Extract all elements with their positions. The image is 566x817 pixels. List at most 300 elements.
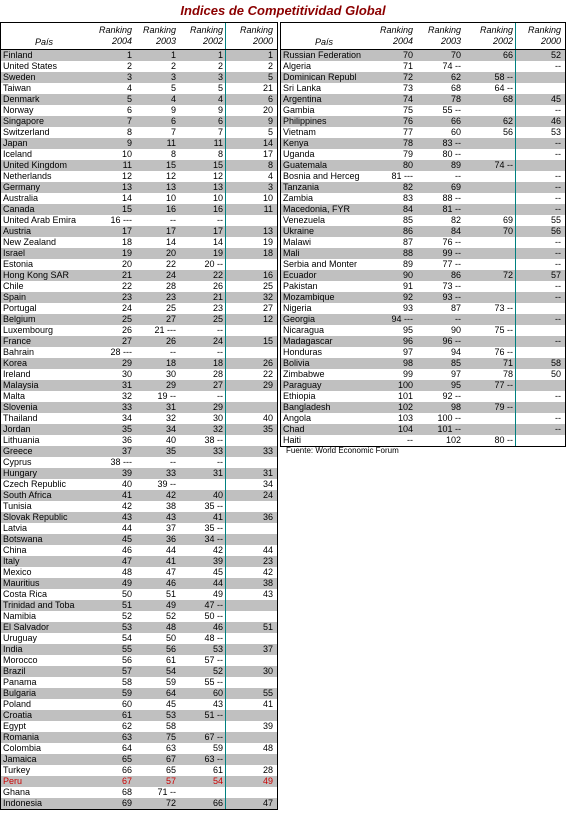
country-cell: Australia xyxy=(3,193,39,203)
country-cell: Tanzania xyxy=(283,182,320,192)
ranking-cell: 92 -- xyxy=(442,391,461,401)
ranking-cell: 41 xyxy=(212,512,223,522)
ranking-cell: 55 xyxy=(515,215,563,226)
ranking-cell: 1 xyxy=(170,50,176,60)
ranking-cell: 95 xyxy=(402,325,413,335)
ranking-cell: -- xyxy=(515,424,563,435)
ranking-cell: 87 xyxy=(402,237,413,247)
table-row xyxy=(1,798,277,809)
ranking-cell: -- xyxy=(515,149,563,160)
ranking-cell: 11 xyxy=(122,160,132,170)
ranking-cell: 58 xyxy=(121,677,132,687)
ranking-cell: 24 xyxy=(121,303,132,313)
table-row xyxy=(1,347,277,358)
table-row xyxy=(1,413,277,424)
table-row xyxy=(1,105,277,116)
ranking-cell: 91 xyxy=(402,281,413,291)
table-row xyxy=(1,72,277,83)
ranking-cell: 44 xyxy=(165,545,176,555)
ranking-cell: 34 xyxy=(225,479,275,490)
ranking-cell: 58 xyxy=(165,721,176,731)
ranking-cell xyxy=(225,457,275,468)
ranking-cell xyxy=(178,479,225,490)
source-note: Fuente: World Economic Forum xyxy=(286,446,399,455)
ranking-cell: 3 xyxy=(126,72,132,82)
table-row xyxy=(1,358,277,369)
table-row xyxy=(281,281,565,292)
ranking-cell: 53 xyxy=(121,622,132,632)
country-cell: Sri Lanka xyxy=(283,83,322,93)
ranking-cell: 12 xyxy=(121,171,132,181)
country-cell: Jordan xyxy=(3,424,31,434)
table-row xyxy=(1,490,277,501)
table-row xyxy=(281,61,565,72)
ranking-cell: 51 xyxy=(165,589,176,599)
ranking-cell xyxy=(225,732,275,743)
ranking-cell: 34 xyxy=(165,424,176,434)
ranking-cell: 26 xyxy=(165,336,176,346)
ranking-cell: 67 xyxy=(165,754,176,764)
ranking-cell: 67 -- xyxy=(204,732,223,742)
country-cell: Guatemala xyxy=(283,160,328,170)
ranking-cell: 13 xyxy=(225,226,275,237)
table-row xyxy=(281,204,565,215)
ranking-cell: -- xyxy=(515,204,563,215)
ranking-cell: 83 -- xyxy=(442,138,461,148)
table-row xyxy=(1,600,277,611)
ranking-cell: 29 xyxy=(212,402,223,412)
ranking-cell: 48 xyxy=(121,567,132,577)
ranking-cell: 81 --- xyxy=(391,171,413,181)
ranking-cell: 50 xyxy=(121,589,132,599)
ranking-cell xyxy=(225,325,275,336)
ranking-cell: 63 xyxy=(165,743,176,753)
ranking-cell: 40 xyxy=(225,413,275,424)
ranking-cell: 18 xyxy=(212,358,223,368)
ranking-cell: 56 xyxy=(515,226,563,237)
country-cell: India xyxy=(3,644,23,654)
ranking-cell: 49 xyxy=(212,589,223,599)
ranking-cell: 36 xyxy=(225,512,275,523)
ranking-cell: 12 xyxy=(212,171,223,181)
ranking-cell: 32 xyxy=(121,391,132,401)
table-row xyxy=(1,369,277,380)
ranking-cell: 102 xyxy=(445,435,461,445)
ranking-cell: 5 xyxy=(225,72,275,83)
ranking-cell: 45 xyxy=(121,534,132,544)
ranking-cell: 48 -- xyxy=(204,633,223,643)
country-cell: Uganda xyxy=(283,149,315,159)
ranking-cell: -- xyxy=(217,215,223,225)
table-row xyxy=(1,127,277,138)
table-row xyxy=(281,50,565,61)
ranking-cell: 6 xyxy=(225,94,275,105)
country-cell: Indonesia xyxy=(3,798,43,808)
ranking-cell: 47 xyxy=(225,798,275,809)
ranking-cell: 51 xyxy=(121,600,132,610)
ranking-cell xyxy=(463,424,515,435)
country-cell: Chile xyxy=(3,281,24,291)
country-cell: Taiwan xyxy=(3,83,32,93)
ranking-cell: 29 xyxy=(165,380,176,390)
ranking-cell xyxy=(225,435,275,446)
ranking-cell: 33 xyxy=(225,446,275,457)
ranking-cell: 16 xyxy=(165,204,176,214)
ranking-cell xyxy=(463,61,515,72)
country-cell: Israel xyxy=(3,248,26,258)
ranking-cell: 11 xyxy=(166,138,176,148)
country-cell: Bosnia and Herceg xyxy=(283,171,360,181)
ranking-cell: 14 xyxy=(121,193,132,203)
ranking-cell: 6 xyxy=(217,116,223,126)
ranking-cell: 55 xyxy=(225,688,275,699)
ranking-cell: 14 xyxy=(212,237,223,247)
country-cell: China xyxy=(3,545,27,555)
table-row xyxy=(281,215,565,226)
header-ranking-2000: Ranking 2000 xyxy=(225,23,275,49)
ranking-cell: 84 xyxy=(450,226,461,236)
ranking-cell xyxy=(225,347,275,358)
country-cell: Germany xyxy=(3,182,41,192)
table-row xyxy=(281,303,565,314)
ranking-cell: 41 xyxy=(225,699,275,710)
table-row xyxy=(281,248,565,259)
ranking-cell xyxy=(463,281,515,292)
ranking-cell: 25 xyxy=(121,314,132,324)
table-row xyxy=(1,171,277,182)
ranking-cell xyxy=(515,72,563,83)
ranking-cell: -- xyxy=(217,457,223,467)
table-row xyxy=(1,677,277,688)
table-row xyxy=(1,644,277,655)
ranking-cell: 100 xyxy=(397,380,413,390)
ranking-cell: 50 xyxy=(165,633,176,643)
ranking-cell xyxy=(225,600,275,611)
ranking-cell: 76 xyxy=(402,116,413,126)
ranking-cell: 23 xyxy=(225,556,275,567)
ranking-cell: 104 xyxy=(397,424,413,434)
table-row xyxy=(281,182,565,193)
ranking-cell: 44 xyxy=(212,578,223,588)
ranking-cell: 18 xyxy=(165,358,176,368)
ranking-cell: 44 xyxy=(225,545,275,556)
table-row xyxy=(1,545,277,556)
table-row xyxy=(1,578,277,589)
ranking-cell: 48 xyxy=(225,743,275,754)
country-cell: Serbia and Monter xyxy=(283,259,358,269)
ranking-cell: 55 -- xyxy=(204,677,223,687)
country-cell: Bulgaria xyxy=(3,688,37,698)
country-cell: Mozambique xyxy=(283,292,335,302)
ranking-cell xyxy=(225,259,275,270)
ranking-cell: 20 xyxy=(121,259,132,269)
country-cell: Argentina xyxy=(283,94,322,104)
ranking-cell: 27 xyxy=(165,314,176,324)
ranking-cell: -- xyxy=(515,259,563,270)
country-cell: Ghana xyxy=(3,787,31,797)
table-row xyxy=(1,226,277,237)
ranking-cell: 100 -- xyxy=(437,413,461,423)
ranking-cell: 17 xyxy=(121,226,132,236)
country-cell: Dominican Republ xyxy=(283,72,357,82)
ranking-cell: 52 xyxy=(165,611,176,621)
country-cell: Jamaica xyxy=(3,754,37,764)
ranking-cell: 8 xyxy=(126,127,132,137)
ranking-cell: 31 xyxy=(225,468,275,479)
country-cell: Bahrain xyxy=(3,347,35,357)
ranking-cell: 69 xyxy=(121,798,132,808)
table-row xyxy=(281,72,565,83)
country-cell: Latvia xyxy=(3,523,28,533)
ranking-cell: 39 xyxy=(225,721,275,732)
ranking-cell: 34 -- xyxy=(204,534,223,544)
ranking-cell: 23 xyxy=(121,292,132,302)
table-row xyxy=(281,259,565,270)
ranking-cell: 66 xyxy=(212,798,223,808)
ranking-cell: 41 xyxy=(165,556,176,566)
ranking-cell: 1 xyxy=(225,50,275,61)
table-row xyxy=(281,292,565,303)
ranking-cell: 82 xyxy=(450,215,461,225)
table-row xyxy=(281,94,565,105)
country-cell: Malta xyxy=(3,391,26,401)
ranking-cell: -- xyxy=(170,347,176,357)
ranking-cell: 64 xyxy=(121,743,132,753)
ranking-cell: 60 xyxy=(121,699,132,709)
ranking-cell: -- xyxy=(217,347,223,357)
table-row xyxy=(1,325,277,336)
table-row xyxy=(1,215,277,226)
ranking-cell: 66 xyxy=(450,116,461,126)
ranking-cell: -- xyxy=(515,391,563,402)
ranking-cell: 62 xyxy=(450,72,461,82)
ranking-cell: 67 xyxy=(121,776,132,786)
ranking-cell xyxy=(463,259,515,270)
table-row xyxy=(1,787,277,798)
table-row xyxy=(1,182,277,193)
ranking-cell: 8 xyxy=(225,160,275,171)
ranking-cell: 40 xyxy=(165,435,176,445)
country-cell: Algeria xyxy=(283,61,312,71)
ranking-cell xyxy=(463,105,515,116)
ranking-cell: 90 xyxy=(450,325,461,335)
header-ranking-2003: Ranking 2003 xyxy=(142,25,176,46)
table-row xyxy=(1,622,277,633)
ranking-cell: 30 xyxy=(165,369,176,379)
ranking-cell: 35 -- xyxy=(204,523,223,533)
country-cell: New Zealand xyxy=(3,237,57,247)
ranking-cell: 68 xyxy=(450,83,461,93)
ranking-cell: 39 xyxy=(121,468,132,478)
ranking-cell: 47 -- xyxy=(204,600,223,610)
ranking-cell: 22 xyxy=(121,281,132,291)
ranking-cell: -- xyxy=(515,171,563,182)
ranking-cell: 93 -- xyxy=(442,292,461,302)
ranking-cell: 5 xyxy=(217,83,223,93)
ranking-cell: -- xyxy=(407,435,413,445)
country-cell: Namibia xyxy=(3,611,37,621)
country-cell: United States xyxy=(3,61,58,71)
ranking-cell: 96 xyxy=(402,336,413,346)
ranking-cell: 77 -- xyxy=(494,380,513,390)
ranking-cell: 102 xyxy=(397,402,413,412)
ranking-cell: 32 xyxy=(212,424,223,434)
ranking-cell: 39 xyxy=(212,556,223,566)
ranking-cell: 2 xyxy=(126,61,132,71)
ranking-cell: 21 --- xyxy=(154,325,176,335)
table-row xyxy=(281,435,565,446)
ranking-cell: 53 xyxy=(165,710,176,720)
table-row xyxy=(281,424,565,435)
ranking-cell xyxy=(463,149,515,160)
ranking-cell: 98 xyxy=(450,402,461,412)
table-row xyxy=(1,633,277,644)
table-row xyxy=(281,237,565,248)
country-cell: Trinidad and Toba xyxy=(3,600,75,610)
country-cell: Angola xyxy=(283,413,312,423)
country-cell: Finland xyxy=(3,50,33,60)
country-cell: Switzerland xyxy=(3,127,50,137)
ranking-cell xyxy=(178,721,225,732)
ranking-cell: 36 xyxy=(165,534,176,544)
ranking-cell: 19 xyxy=(225,237,275,248)
ranking-cell: 25 xyxy=(225,281,275,292)
ranking-cell: -- xyxy=(515,248,563,259)
country-cell: Turkey xyxy=(3,765,31,775)
table-row xyxy=(1,292,277,303)
ranking-cell: 47 xyxy=(121,556,132,566)
ranking-cell: 101 xyxy=(397,391,413,401)
ranking-cell: 57 xyxy=(165,776,176,786)
ranking-cell: 41 xyxy=(121,490,132,500)
ranking-cell: 8 xyxy=(217,149,223,159)
ranking-cell: 4 xyxy=(126,83,132,93)
table-row xyxy=(1,259,277,270)
country-cell: Paraguay xyxy=(283,380,322,390)
ranking-cell xyxy=(225,523,275,534)
ranking-cell: -- xyxy=(515,336,563,347)
ranking-cell: 57 xyxy=(121,666,132,676)
table-row xyxy=(1,83,277,94)
ranking-cell: 47 xyxy=(165,567,176,577)
country-cell: Poland xyxy=(3,699,32,709)
country-cell: Korea xyxy=(3,358,28,368)
ranking-cell xyxy=(463,182,515,193)
table-row xyxy=(281,226,565,237)
ranking-cell: 79 xyxy=(402,149,413,159)
ranking-cell: -- xyxy=(515,193,563,204)
country-cell: Ecuador xyxy=(283,270,317,280)
table-row xyxy=(1,468,277,479)
country-cell: Madagascar xyxy=(283,336,333,346)
ranking-cell: 71 xyxy=(502,358,513,368)
country-cell: Luxembourg xyxy=(3,325,54,335)
ranking-cell: -- xyxy=(515,61,563,72)
ranking-cell: 8 xyxy=(170,149,176,159)
ranking-cell: 4 xyxy=(170,94,176,104)
ranking-cell: 71 xyxy=(402,61,413,71)
ranking-cell: 56 xyxy=(502,127,513,137)
ranking-cell: 16 --- xyxy=(110,215,132,225)
ranking-cell: 78 xyxy=(450,94,461,104)
table-row xyxy=(281,171,565,182)
ranking-cell: 26 xyxy=(121,325,132,335)
ranking-cell: 9 xyxy=(170,105,176,115)
ranking-cell: 69 xyxy=(450,182,461,192)
ranking-cell xyxy=(463,193,515,204)
ranking-cell: 54 xyxy=(121,633,132,643)
table-row xyxy=(1,534,277,545)
ranking-cell: 24 xyxy=(165,270,176,280)
ranking-cell: 5 xyxy=(126,94,132,104)
ranking-cell: 2 xyxy=(217,61,223,71)
ranking-cell: 15 xyxy=(165,160,176,170)
header-ranking-2004: Ranking 2004 xyxy=(379,25,413,46)
table-row xyxy=(1,270,277,281)
country-cell: Austria xyxy=(3,226,32,236)
ranking-cell xyxy=(515,303,563,314)
ranking-cell: 19 -- xyxy=(157,391,176,401)
ranking-cell: 29 xyxy=(225,380,275,391)
ranking-cell: 9 xyxy=(225,116,275,127)
ranking-cell: 21 xyxy=(225,83,275,94)
ranking-cell xyxy=(225,534,275,545)
ranking-cell: 64 -- xyxy=(494,83,513,93)
table-row xyxy=(281,336,565,347)
ranking-cell: 5 xyxy=(225,127,275,138)
ranking-cell: 7 xyxy=(217,127,223,137)
ranking-cell: 97 xyxy=(402,347,413,357)
ranking-cell: 76 -- xyxy=(442,237,461,247)
table-row xyxy=(1,116,277,127)
table-row xyxy=(1,501,277,512)
ranking-cell: 44 xyxy=(121,523,132,533)
ranking-cell: -- xyxy=(170,215,176,225)
ranking-cell: 85 xyxy=(450,358,461,368)
table-row xyxy=(281,127,565,138)
country-cell: Belgium xyxy=(3,314,36,324)
ranking-cell: 4 xyxy=(225,171,275,182)
table-row xyxy=(1,281,277,292)
ranking-cell: 7 xyxy=(170,127,176,137)
ranking-cell: 93 xyxy=(402,303,413,313)
table-row xyxy=(281,325,565,336)
country-cell: Russian Federation xyxy=(283,50,362,60)
ranking-cell: -- xyxy=(217,325,223,335)
table-row xyxy=(1,457,277,468)
table-row xyxy=(1,50,277,61)
country-cell: Cyprus xyxy=(3,457,32,467)
ranking-cell: 12 xyxy=(225,314,275,325)
table-row xyxy=(1,765,277,776)
ranking-cell: 20 xyxy=(165,248,176,258)
ranking-cell: 25 xyxy=(165,303,176,313)
table-row xyxy=(1,336,277,347)
table-row xyxy=(1,435,277,446)
table-header xyxy=(1,23,277,50)
country-cell: Tunisia xyxy=(3,501,32,511)
country-cell: South Africa xyxy=(3,490,52,500)
ranking-cell: 58 xyxy=(515,358,563,369)
ranking-cell: 96 -- xyxy=(442,336,461,346)
ranking-cell: 42 xyxy=(165,490,176,500)
ranking-cell: 82 xyxy=(402,182,413,192)
country-cell: Ukraine xyxy=(283,226,315,236)
ranking-cell: 72 xyxy=(402,72,413,82)
ranking-cell: 11 xyxy=(225,204,275,215)
ranking-cell: 70 xyxy=(502,226,513,236)
ranking-cell: 69 xyxy=(502,215,513,225)
